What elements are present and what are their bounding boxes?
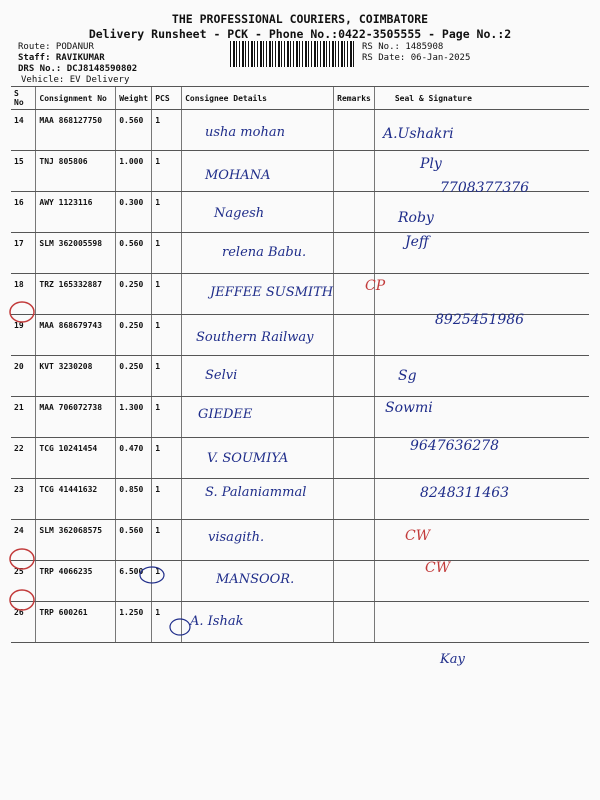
cell-weight: 0.470 <box>116 438 152 479</box>
handwritten-consignee: Nagesh <box>214 206 265 221</box>
rs-date: RS Date: 06-Jan-2025 <box>362 53 471 63</box>
cell-pcs: 1 <box>152 438 182 479</box>
cell-weight: 0.250 <box>116 315 152 356</box>
route-label: Route: PODANUR <box>18 42 94 52</box>
cell-weight: 0.850 <box>116 479 152 520</box>
cell-sno: 16 <box>11 192 36 233</box>
cell-pcs: 1 <box>152 151 182 192</box>
cell-sno: 24 <box>11 520 36 561</box>
cell-consignment: TRZ 165332887 <box>36 274 116 315</box>
handwritten-signature: CW <box>405 528 431 544</box>
cell-sno: 15 <box>11 151 36 192</box>
handwritten-signature: Jeff <box>405 234 429 250</box>
cell-consignment: TCG 10241454 <box>36 438 116 479</box>
cell-weight: 0.560 <box>116 110 152 151</box>
cell-consignment: SLM 362005598 <box>36 233 116 274</box>
cell-pcs: 1 <box>152 192 182 233</box>
cell-sno: 19 <box>11 315 36 356</box>
handwritten-consignee: JEFFEE SUSMITH <box>210 285 334 300</box>
handwritten-signature: 7708377376 <box>440 180 530 196</box>
cell-pcs: 1 <box>152 397 182 438</box>
cell-consignment: TCG 41441632 <box>36 479 116 520</box>
handwritten-consignee: usha mohan <box>205 125 285 140</box>
handwritten-signature: CW <box>425 560 451 576</box>
cell-consignment: MAA 868127750 <box>36 110 116 151</box>
cell-sno: 18 <box>11 274 36 315</box>
handwritten-consignee: visagith. <box>208 530 265 545</box>
cell-weight: 0.560 <box>116 233 152 274</box>
cell-pcs: 1 <box>152 561 182 602</box>
handwritten-consignee: MOHANA <box>205 168 271 183</box>
handwritten-signature: Ply <box>420 156 442 172</box>
cell-weight: 6.500 <box>116 561 152 602</box>
cell-weight: 1.000 <box>116 151 152 192</box>
handwritten-consignee: S. Palaniammal <box>205 485 307 500</box>
handwritten-signature: CP <box>365 278 386 294</box>
handwritten-consignee: MANSOOR. <box>216 572 295 587</box>
cell-sno: 23 <box>11 479 36 520</box>
cell-pcs: 1 <box>152 356 182 397</box>
cell-weight: 1.300 <box>116 397 152 438</box>
drs-label: DRS No.: DCJ8148590802 <box>18 64 138 74</box>
cell-sno: 17 <box>11 233 36 274</box>
handwritten-signature: Sowmi <box>385 400 433 416</box>
cell-weight: 0.560 <box>116 520 152 561</box>
cell-consignment: TNJ 805806 <box>36 151 116 192</box>
cell-consignment: TRP 600261 <box>36 602 116 643</box>
cell-sno: 21 <box>11 397 36 438</box>
cell-pcs: 1 <box>152 233 182 274</box>
col-consignee: Consignee Details <box>182 87 334 110</box>
runsheet-subtitle: Delivery Runsheet - PCK - Phone No.:0422-3505555 - Page No.:2 <box>88 27 512 41</box>
handwritten-consignee: relena Babu. <box>222 245 307 260</box>
cell-pcs: 1 <box>152 520 182 561</box>
cell-pcs: 1 <box>152 602 182 643</box>
cell-sno: 14 <box>11 110 36 151</box>
cell-pcs: 1 <box>152 110 182 151</box>
cell-sno: 20 <box>11 356 36 397</box>
handwritten-consignee: Southern Railway <box>196 330 314 345</box>
rs-number: RS No.: 1485908 <box>362 42 444 52</box>
col-pcs: PCS <box>152 87 182 110</box>
cell-consignment: KVT 3230208 <box>36 356 116 397</box>
cell-pcs: 1 <box>152 315 182 356</box>
vehicle-label: Vehicle: EV Delivery <box>21 75 130 85</box>
cell-consignment: MAA 706072738 <box>36 397 116 438</box>
cell-weight: 0.250 <box>116 356 152 397</box>
cell-pcs: 1 <box>152 274 182 315</box>
cell-consignment: MAA 868679743 <box>36 315 116 356</box>
col-remarks: Remarks <box>334 87 375 110</box>
handwritten-signature: 9647636278 <box>410 438 500 454</box>
handwritten-consignee: V. SOUMIYA <box>207 451 289 466</box>
handwritten-signature: 8248311463 <box>420 485 510 501</box>
cell-consignment: TRP 4066235 <box>36 561 116 602</box>
handwritten-consignee: Selvi <box>205 368 238 383</box>
cell-weight: 0.250 <box>116 274 152 315</box>
footer-signature: Kay <box>440 652 465 667</box>
cell-pcs: 1 <box>152 479 182 520</box>
col-weight: Weight <box>116 87 152 110</box>
col-consignment: Consignment No <box>36 87 116 110</box>
col-signature: Seal & Signature <box>374 87 589 110</box>
cell-weight: 1.250 <box>116 602 152 643</box>
staff-label: Staff: RAVIKUMAR <box>18 53 105 63</box>
handwritten-signature: Roby <box>398 210 434 226</box>
cell-weight: 0.300 <box>116 192 152 233</box>
handwritten-signature: 8925451986 <box>435 312 525 328</box>
cell-consignment: SLM 362068575 <box>36 520 116 561</box>
company-title: THE PROFESSIONAL COURIERS, COIMBATORE <box>171 12 429 26</box>
col-sno: S No <box>11 87 36 110</box>
handwritten-signature: A.Ushakri <box>383 126 454 142</box>
cell-sno: 26 <box>11 602 36 643</box>
handwritten-signature: Sg <box>398 368 417 384</box>
cell-consignment: AWY 1123116 <box>36 192 116 233</box>
handwritten-consignee: GIEDEE <box>198 407 253 422</box>
handwritten-consignee: A. Ishak <box>190 614 244 629</box>
cell-sno: 25 <box>11 561 36 602</box>
cell-sno: 22 <box>11 438 36 479</box>
